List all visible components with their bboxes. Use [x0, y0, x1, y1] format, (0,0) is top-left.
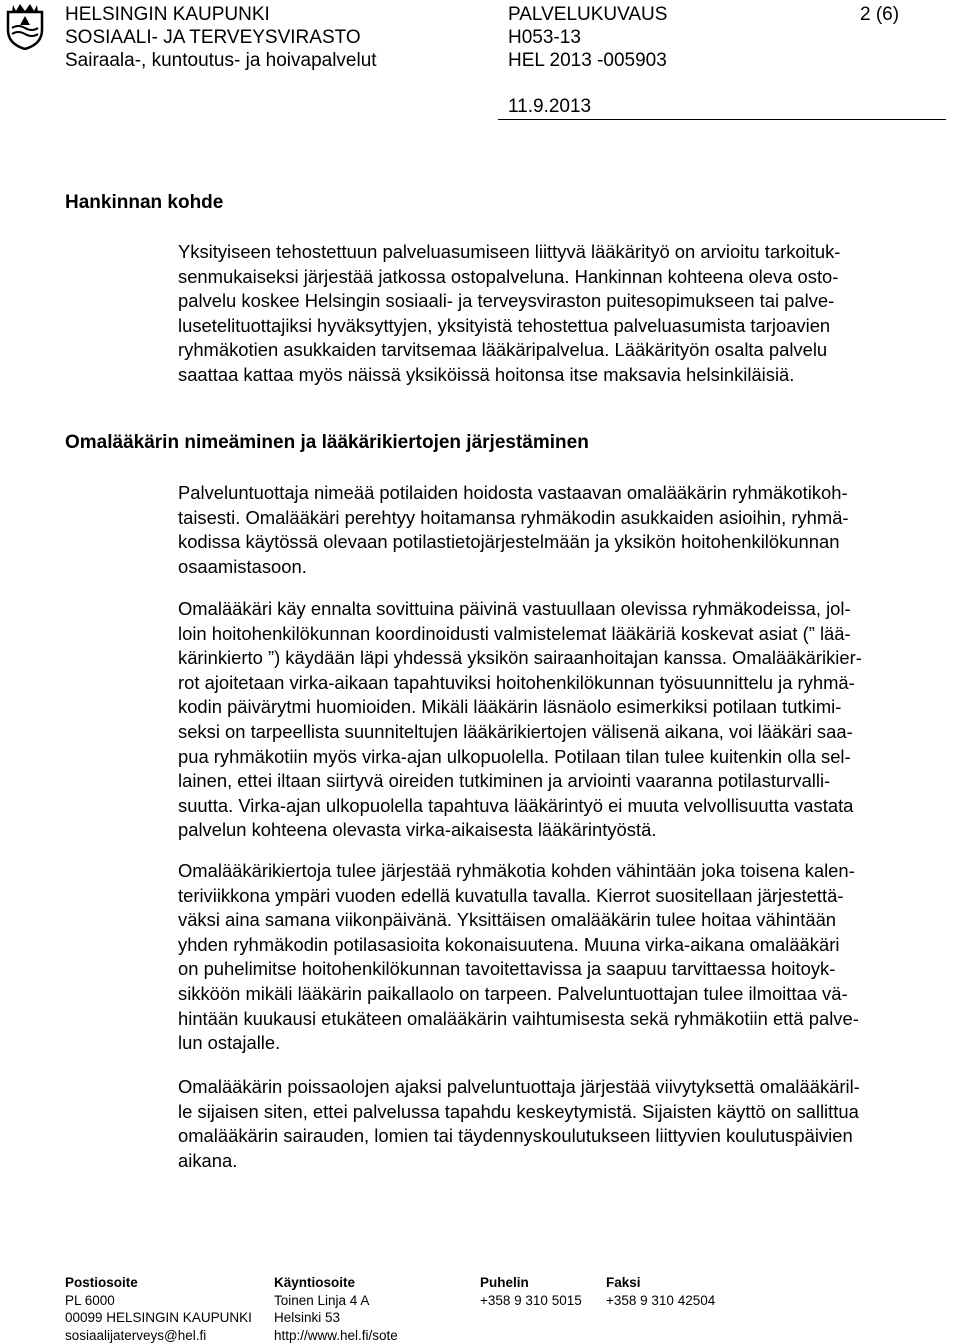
footer-line: PL 6000	[65, 1292, 252, 1310]
document-code: H053-13	[508, 26, 581, 49]
footer-line: Toinen Linja 4 A	[274, 1292, 398, 1310]
case-number: HEL 2013 -005903	[508, 49, 667, 72]
footer-label: Faksi	[606, 1274, 715, 1292]
department-name: SOSIAALI- JA TERVEYSVIRASTO	[65, 26, 361, 49]
footer-line: Helsinki 53	[274, 1309, 398, 1327]
footer-visiting-address	[274, 1274, 398, 1344]
document-type: PALVELUKUVAUS	[508, 3, 667, 26]
footer-email: sosiaalijaterveys@hel.fi	[65, 1327, 252, 1344]
paragraph: Omalääkärin poissaolojen ajaksi palveluntuottaja järjestää viivytyksettä omalääkäril- le sijaisen siten, ettei palvelussa tapahdu keskeytymistä. Sijaisten käyttö on sallittua omalääkärin sairauden, lomien tai täydennyskoulutukseen liittyvien koulutuspäivien aikana.	[178, 1075, 953, 1173]
division-name: Sairaala-, kuntoutus- ja hoivapalvelut	[65, 49, 377, 72]
footer-label: Puhelin	[480, 1274, 582, 1292]
paragraph: Omalääkärikiertoja tulee järjestää ryhmäkotia kohden vähintään joka toisena kalen- teriviikkona ympäri vuoden edellä kuvatulla tavalla. Kierrot suositellaan järjestettä- väksi aina samana viikonpäivänä. Yksittäisen omalääkärin tulee hoitaa vähintään yhden ryhmäkodin potilasasioita kokonaisuutena. Muuna virka-aikana omalääkäri on puhelimitse hoitohenkilökunnan tavoitettavissa ja saapuu tarvittaessa hoitoyk- sikköön mikäli lääkärin paikallaolo on tarpeen. Palveluntuottajan tulee ilmoittaa vä- hintään kuukausi etukäteen omalääkärin vaihtumisesta sekä ryhmäkotiin että palve- lun ostajalle.	[178, 859, 953, 1056]
footer-label: Postiosoite	[65, 1274, 252, 1292]
section-heading: Omalääkärin nimeäminen ja lääkärikiertojen järjestäminen	[65, 432, 589, 454]
paragraph: Palveluntuottaja nimeää potilaiden hoidosta vastaavan omalääkärin ryhmäkotikoh- taisesti. Omalääkäri perehtyy hoitamansa ryhmäkodin asukkaiden asioihin, ryhmä- kodissa käytössä olevaan potilastietojärjestelmään ja yksikön hoitohenkilökunnan osaamistasoon.	[178, 481, 953, 579]
footer-phone	[480, 1274, 582, 1309]
footer-fax	[606, 1274, 715, 1309]
helsinki-crest-logo	[2, 0, 48, 50]
footer-phone-number: +358 9 310 5015	[480, 1292, 582, 1310]
document-date: 11.9.2013	[508, 95, 591, 118]
footer-postal-address	[65, 1274, 252, 1344]
header-divider	[498, 119, 946, 120]
org-name: HELSINGIN KAUPUNKI	[65, 3, 270, 26]
footer-line: 00099 HELSINGIN KAUPUNKI	[65, 1309, 252, 1327]
footer-label: Käyntiosoite	[274, 1274, 398, 1292]
page-number: 2 (6)	[860, 3, 899, 26]
footer-website: http://www.hel.fi/sote	[274, 1327, 398, 1344]
section-heading: Hankinnan kohde	[65, 192, 223, 214]
paragraph: Omalääkäri käy ennalta sovittuina päivinä vastuullaan olevissa ryhmäkodeissa, jol- loin hoitohenkilökunnan koordinoidusti valmistelemat lääkäriä koskevat asiat (” lää- kärinkierto ”) käydään läpi yhdessä yksikön sairaanhoitajan kanssa. Omalääkärikier- rot ajoitetaan virka-aikaan tapahtuviksi hoitohenkilökunnan työsuunnittelu ja ryhmä- kodin päivärytmi huomioiden. Mikäli lääkärin läsnäolo esimerkiksi potilaan tutkimi- seksi on tarpeellista suunniteltujen lääkärikiertojen välisenä aikana, voi lääkäri saa- pua ryhmäkotiin myös virka-ajan ulkopuolella. Potilaan tilan tulee kuitenkin olla sel- lainen, ettei iltaan siirtyvä oireiden tutkiminen ja arviointi vaaranna potilasturvalli- suutta. Virka-ajan ulkopuolella tapahtuva lääkärintyö ei muuta velvollisuutta vastata palvelun kohteena olevasta virka-aikaisesta lääkärintyöstä.	[178, 597, 953, 843]
footer-fax-number: +358 9 310 42504	[606, 1292, 715, 1310]
paragraph: Yksityiseen tehostettuun palveluasumiseen liittyvä lääkärityö on arvioitu tarkoituk- senmukaiseksi järjestää jatkossa ostopalveluna. Hankinnan kohteena oleva osto- palvelu koskee Helsingin sosiaali- ja terveysviraston puitesopimukseen tai palve- lusetelituottajiksi hyväksyttyjen, yksityistä tehostettua palveluasumista tarjoavien ryhmäkotien asukkaiden tarvitsemaa lääkäripalvelua. Lääkärityön osalta palvelu saattaa kattaa myös näissä yksiköissä hoitonsa itse maksavia helsinkiläisiä.	[178, 240, 953, 388]
